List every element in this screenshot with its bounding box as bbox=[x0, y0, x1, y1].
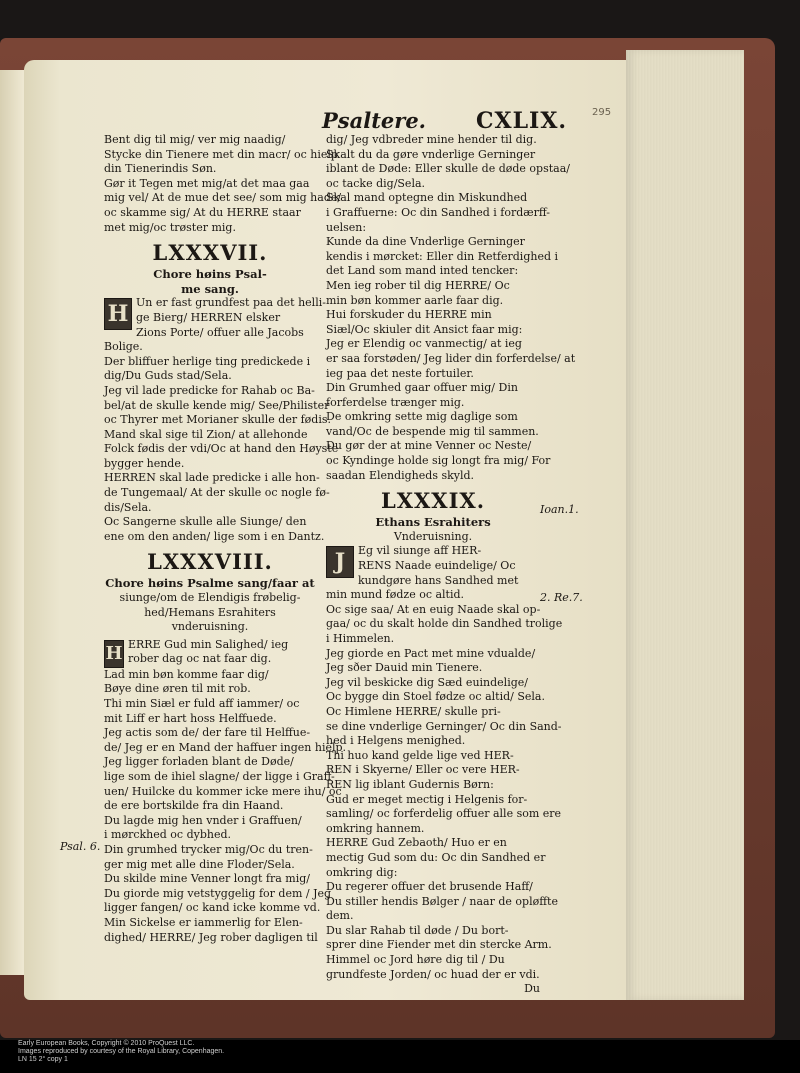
text-line: Himmel oc Jord høre dig til / Du bbox=[326, 953, 505, 967]
text-line: dighed/ HERRE/ Jeg rober dagligen til bbox=[104, 930, 318, 944]
text-line: saadan Elendigheds skyld. bbox=[326, 468, 475, 482]
dropcap-initial: H bbox=[104, 640, 124, 668]
copyright-footer bbox=[0, 1040, 800, 1073]
text-line: de ere bortskilde fra din Haand. bbox=[104, 799, 284, 813]
text-line: grundfeste Jorden/ oc huad der er vdi. bbox=[326, 967, 540, 981]
text-line: Folck fødis der vdi/Oc at hand den Høyste bbox=[104, 442, 339, 456]
text-line: Din grumhed trycker mig/Oc du tren- bbox=[104, 842, 313, 856]
text-line: Eg vil siunge aff HER- bbox=[358, 544, 482, 558]
text-line: rober dag oc nat faar dig. bbox=[128, 652, 272, 666]
text-line: min bøn kommer aarle faar dig. bbox=[326, 293, 504, 307]
text-line: mit Liff er hart hoss Helffuede. bbox=[104, 711, 277, 725]
text-line: Min Sickelse er iammerlig for Elen- bbox=[104, 915, 303, 929]
text-line: i Himmelen. bbox=[326, 632, 395, 645]
text-line: gaa/ oc du skalt holde din Sandhed trolige bbox=[326, 617, 563, 631]
text-line: kundgøre hans Sandhed met bbox=[358, 573, 519, 587]
text-line: bel/at de skulle kende mig/ See/Philister bbox=[104, 398, 330, 412]
text-line: Jeg sðer Dauid min Tienere. bbox=[326, 661, 483, 675]
text-line: Thi min Siæl er fuld aff iammer/ oc bbox=[104, 697, 300, 710]
text-line: Gud er meget mectig i Helgenis for- bbox=[326, 792, 528, 806]
text-line: se dine vnderlige Gerninger/ Oc din Sand- bbox=[326, 719, 562, 733]
text-line: Mand skal sige til Zion/ at allehonde bbox=[104, 427, 308, 441]
text-line: Du skilde mine Venner longt fra mig/ bbox=[104, 872, 310, 886]
text-line: Du regerer offuer det brusende Haff/ bbox=[326, 880, 533, 894]
psalm-number: LXXXVIII. bbox=[147, 549, 273, 575]
text-line: Du stiller hendis Bølger / naar de opløffte bbox=[326, 894, 558, 908]
text-line: Hui forskuder du HERRE min bbox=[326, 308, 492, 322]
text-line: Oc Sangerne skulle alle Siunge/ den bbox=[104, 515, 307, 529]
psalm-opening bbox=[326, 544, 540, 602]
psalm-opening bbox=[104, 638, 316, 668]
text-line: mig vel/ At de mue det see/ som mig hade/ bbox=[104, 191, 342, 205]
text-line: ge Bierg/ HERREN elsker bbox=[136, 310, 281, 324]
text-line: er saa forstøden/ Jeg lider din forferdelse/ at bbox=[326, 351, 576, 365]
text-line: met mig/oc trøster mig. bbox=[104, 220, 236, 234]
psalm-number: LXXXIX. bbox=[380, 488, 486, 514]
text-line: ger mig met alle dine Floder/Sela. bbox=[104, 857, 295, 871]
text-line: Du lagde mig hen vnder i Graffuen/ bbox=[104, 813, 302, 827]
text-line: Jeg actis som de/ der fare til Helffue- bbox=[104, 726, 311, 740]
footer-line: Early European Books, Copyright © 2010 ProQuest LLC. bbox=[18, 1040, 195, 1047]
pencil-folio: 295 bbox=[592, 107, 612, 118]
text-line: lige som de ihiel slagne/ der ligge i Graff- bbox=[104, 769, 335, 783]
psalm-title: Ethans Esrahiters bbox=[375, 515, 491, 530]
text-line: Siæl/Oc skiuler dit Ansict faar mig: bbox=[326, 322, 523, 336]
text-line: ene om den anden/ lige som i en Dantz. bbox=[104, 529, 325, 543]
psalm-title: me sang. bbox=[181, 281, 239, 296]
text-line: dem. bbox=[326, 909, 354, 923]
running-title: Psaltere. bbox=[322, 108, 426, 133]
dropcap-initial: J bbox=[326, 546, 354, 578]
psalm-opening bbox=[104, 296, 326, 354]
text-line: Jeg vil lade predicke for Rahab oc Ba- bbox=[104, 383, 315, 397]
text-line: de Tungemaal/ At der skulle oc nogle fø- bbox=[104, 486, 330, 500]
text-line: Oc Himlene HERRE/ skulle pri- bbox=[326, 704, 501, 718]
text-line: Zions Porte/ offuer alle Jacobs bbox=[136, 325, 304, 339]
text-line: Un er fast grundfest paa det helli- bbox=[136, 296, 326, 310]
text-line: omkring hannem. bbox=[326, 821, 425, 835]
text-line: Jeg vil beskicke dig Sæd euindelige/ bbox=[326, 675, 528, 689]
text-line: Jeg er Elendig oc vanmectig/ at ieg bbox=[326, 337, 522, 351]
footer-line: LN 15 2° copy 1 bbox=[18, 1056, 68, 1063]
text-line: Der bliffuer herlige ting predickede i bbox=[104, 354, 311, 368]
text-line: oc tacke dig/Sela. bbox=[326, 176, 426, 190]
text-line: Lad min bøn komme faar dig/ bbox=[104, 667, 269, 681]
text-line: RENS Naade euindelige/ Oc bbox=[358, 559, 516, 573]
text-line: din Tienerindis Søn. bbox=[104, 162, 217, 176]
text-line: Du slar Rahab til døde / Du bort- bbox=[326, 923, 509, 937]
text-line: Oc bygge din Stoel fødze oc altid/ Sela. bbox=[326, 690, 545, 704]
text-line: kendis i mørcket: Eller din Retferdighed i bbox=[326, 249, 559, 263]
text-line: dig/Du Guds stad/Sela. bbox=[104, 369, 232, 383]
text-line: Jeg ligger forladen blant de Døde/ bbox=[104, 755, 294, 769]
text-line: oc Thyrer met Morianer skulle der fødis. bbox=[104, 413, 332, 427]
text-line: samling/ oc forferdelig offuer alle som ere bbox=[326, 807, 562, 821]
psalm-description: siunge/om de Elendigis frøbelig- bbox=[119, 591, 301, 605]
text-line: Thi huo kand gelde lige ved HER- bbox=[326, 748, 514, 762]
text-line: dis/Sela. bbox=[104, 500, 152, 514]
text-line: forferdelse trænger mig. bbox=[326, 395, 465, 409]
footer-line: Images reproduced by courtesy of the Royal Library, Copenhagen. bbox=[18, 1048, 225, 1055]
text-line: Bent dig til mig/ ver mig naadig/ bbox=[104, 133, 286, 146]
text-line: Skal mand optegne din Miskundhed bbox=[326, 191, 528, 205]
text-line: oc skamme sig/ At du HERRE staar bbox=[104, 205, 301, 219]
text-line: sprer dine Fiender met din stercke Arm. bbox=[326, 938, 552, 952]
text-line: Oc sige saa/ At en euig Naade skal op- bbox=[326, 602, 541, 616]
psalm-title: Chore høins Psal- bbox=[153, 267, 267, 282]
text-line: iblant de Døde: Eller skulle de døde opstaa/ bbox=[326, 162, 570, 176]
text-line: Men ieg rober til dig HERRE/ Oc bbox=[326, 278, 510, 292]
text-line: uen/ Huilcke du kommer icke mere ihu/ oc bbox=[104, 784, 342, 798]
text-line: Skalt du da gøre vnderlige Gerninger bbox=[326, 147, 536, 161]
text-line: ieg paa det neste fortuiler. bbox=[326, 366, 474, 380]
text-line: i Graffuerne: Oc din Sandhed i fordærff- bbox=[326, 205, 550, 219]
text-line: REN lig iblant Gudernis Børn: bbox=[326, 777, 494, 791]
text-line: de/ Jeg er en Mand der haffuer ingen hielp. bbox=[104, 740, 347, 754]
text-line: oc Kyndinge holde sig longt fra mig/ For bbox=[326, 454, 551, 468]
text-line: omkring dig: bbox=[326, 865, 398, 879]
text-line: det Land som mand inted tencker: bbox=[326, 264, 519, 278]
text-line: Du gør der at mine Venner oc Neste/ bbox=[326, 439, 532, 453]
text-line: ERRE Gud min Salighed/ ieg bbox=[128, 637, 289, 651]
text-line: vand/Oc de bespende mig til sammen. bbox=[326, 424, 539, 438]
text-line: Du giorde mig vetstyggelig for dem / Jeg bbox=[104, 886, 332, 900]
margin-note-rec: 2. Re.7. bbox=[540, 591, 583, 604]
margin-note-psal: Psal. 6. bbox=[60, 840, 101, 853]
text-line: Gør it Tegen met mig/at det maa gaa bbox=[104, 176, 310, 190]
text-line: Din Grumhed gaar offuer mig/ Din bbox=[326, 381, 518, 395]
text-line: mectig Gud som du: Oc din Sandhed er bbox=[326, 850, 546, 864]
catchword: Du bbox=[524, 982, 540, 996]
text-line: Bolige. bbox=[104, 340, 143, 354]
text-line: REN i Skyerne/ Eller oc vere HER- bbox=[326, 763, 520, 777]
text-line: i mørckhed oc dybhed. bbox=[104, 828, 231, 842]
psalm-title: Chore høins Psalme sang/faar at bbox=[105, 576, 315, 591]
text-line: HERRE Gud Zebaoth/ Huo er en bbox=[326, 836, 507, 850]
psalm-description: vnderuisning. bbox=[171, 620, 249, 634]
psalm-description: hed/Hemans Esrahiters bbox=[144, 605, 276, 619]
text-line: De omkring sette mig daglige som bbox=[326, 410, 518, 424]
text-line: Bøye dine øren til mit rob. bbox=[104, 682, 251, 696]
psalm-description: Vnderuisning. bbox=[393, 529, 473, 543]
text-line: Stycke din Tienere met din macr/ oc hielp bbox=[104, 147, 338, 161]
psalm-number: LXXXVII. bbox=[152, 240, 268, 266]
text-line: ligger fangen/ oc kand icke komme vd. bbox=[104, 901, 321, 915]
text-line: Kunde da dine Vnderlige Gerninger bbox=[326, 235, 525, 249]
text-line: HERREN skal lade predicke i alle hon- bbox=[104, 471, 320, 485]
text-line: uelsen: bbox=[326, 220, 367, 234]
folio-number: CXLIX. bbox=[476, 108, 568, 134]
text-line: Jeg giorde en Pact met mine vdualde/ bbox=[326, 646, 536, 660]
margin-note-ioan: Ioan.1. bbox=[540, 503, 579, 516]
text-line: min mund fødze oc altid. bbox=[326, 588, 465, 602]
dropcap-initial: H bbox=[104, 298, 132, 330]
text-line: hed i Helgens menighed. bbox=[326, 734, 466, 748]
text-line: bygger hende. bbox=[104, 456, 185, 470]
text-line: dig/ Jeg vdbreder mine hender til dig. bbox=[326, 133, 537, 146]
